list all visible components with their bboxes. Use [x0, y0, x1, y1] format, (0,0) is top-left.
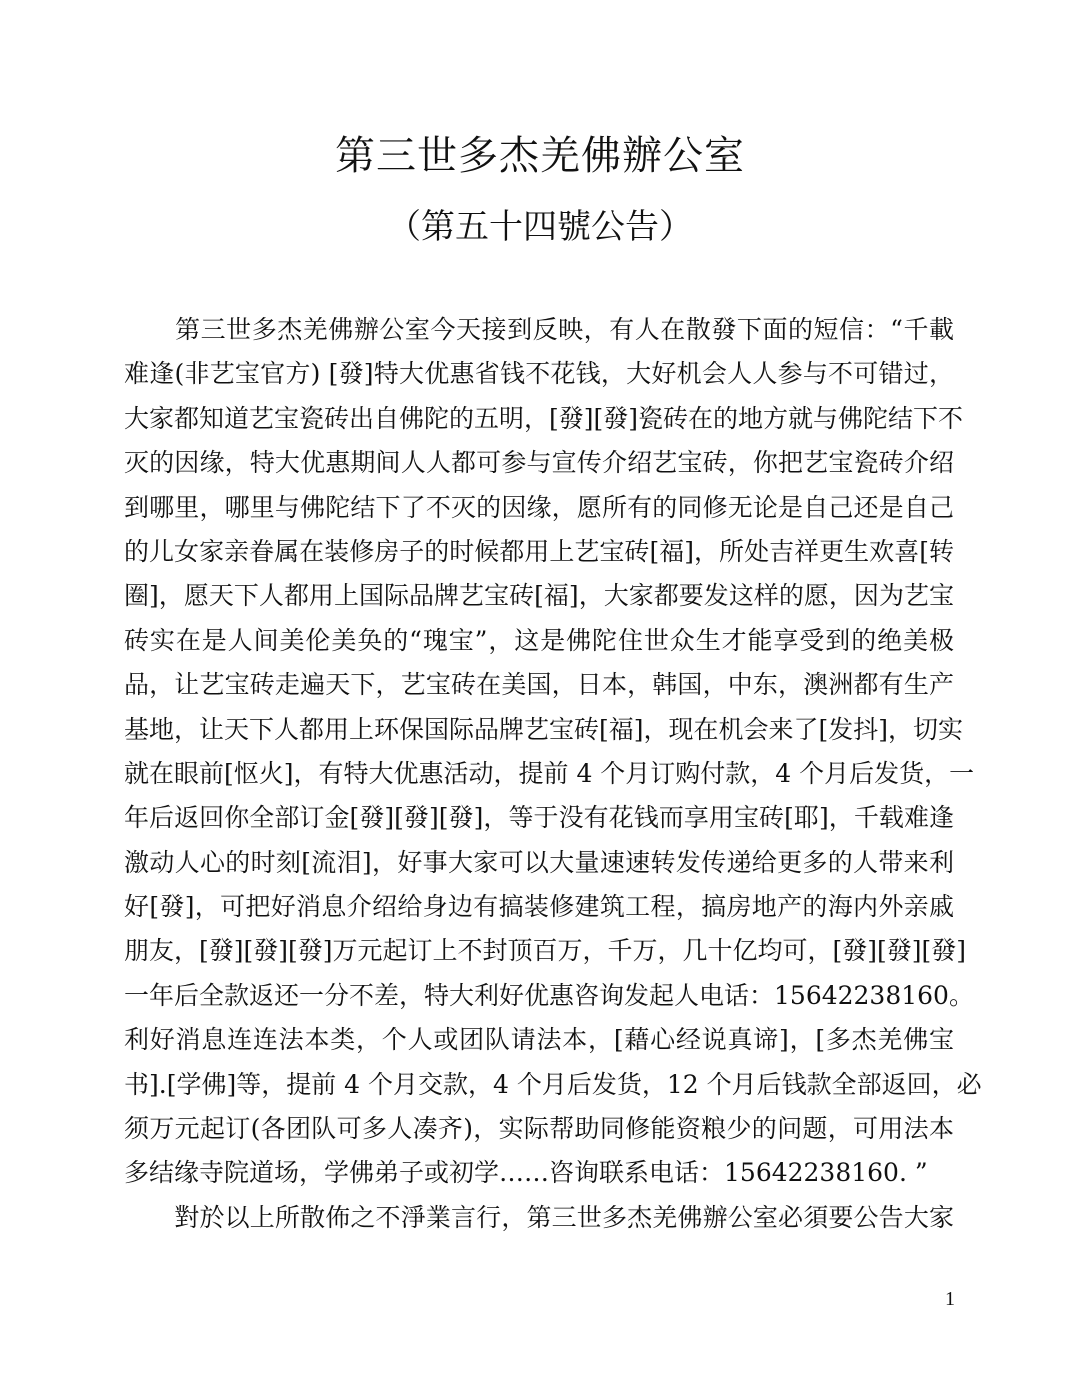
- body-line: 须万元起订(各团队可多人凑齐)，实际帮助同修能资粮少的问题，可用法本: [124, 1114, 954, 1144]
- body-line: 第三世多杰羌佛辦公室今天接到反映，有人在散發下面的短信：“千載: [124, 315, 954, 344]
- body-line: 的儿女家亲眷属在装修房子的时候都用上艺宝砖[福]，所处吉祥更生欢喜[转: [124, 536, 954, 566]
- body-line: 好[發]，可把好消息介绍给身边有搞装修建筑工程，搞房地产的海内外亲戚: [124, 892, 954, 922]
- page-number: 1: [945, 1288, 955, 1310]
- body-line: 基地，让天下人都用上环保国际品牌艺宝砖[福]，现在机会来了[发抖]，切实: [124, 714, 964, 744]
- document-subtitle: （第五十四號公告）: [387, 207, 693, 247]
- body-line: 一年后全款返还一分不差，特大利好优惠咨询发起人电话：15642238160。: [124, 980, 974, 1010]
- body-line: 书].[学佛]等，提前 4 个月交款，4 个月后发货，12 个月后钱款全部返回，必: [124, 1069, 982, 1099]
- body-line: 大家都知道艺宝瓷砖出自佛陀的五明，[發][發]瓷砖在的地方就与佛陀结下不: [124, 403, 964, 433]
- body-line: 年后返回你全部订金[發][發][發]，等于没有花钱而享用宝砖[耶]，千载难逢: [124, 803, 954, 833]
- body-line: 利好消息连连法本类，个人或团队请法本，[藉心经说真谛]，[多杰羌佛宝: [124, 1025, 954, 1055]
- body-line: 激动人心的时刻[流泪]，好事大家可以大量速速转发传递给更多的人带来利: [124, 847, 954, 877]
- body-line: 朋友，[發][發][發]万元起订上不封顶百万，千万，几十亿均可，[發][發][發]: [124, 936, 967, 966]
- body-line: 品，让艺宝砖走遍天下，艺宝砖在美国，日本，韩国，中东，澳洲都有生产: [124, 670, 954, 700]
- body-line: 圈]，愿天下人都用上国际品牌艺宝砖[福]，大家都要发这样的愿，因为艺宝: [124, 581, 954, 611]
- body-line: 對於以上所散佈之不淨業言行，第三世多杰羌佛辦公室必須要公告大家: [124, 1202, 954, 1232]
- body-line: 多结缘寺院道场，学佛弟子或初学……咨询联系电话：15642238160. ”: [124, 1158, 928, 1188]
- document-title: 第三世多杰羌佛辦公室: [335, 133, 745, 179]
- document-body: [124, 308, 982, 1240]
- body-line: 到哪里，哪里与佛陀结下了不灭的因缘，愿所有的同修无论是自己还是自己: [124, 492, 954, 522]
- body-line: 砖实在是人间美伦美奂的“瑰宝”，这是佛陀住世众生才能享受到的绝美极: [124, 625, 954, 655]
- body-line: 灭的因缘，特大优惠期间人人都可参与宣传介绍艺宝砖，你把艺宝瓷砖介绍: [124, 448, 954, 478]
- body-line: 难逢(非艺宝官方) [發]特大优惠省钱不花钱，大好机会人人参与不可错过，: [124, 359, 954, 389]
- body-line: 就在眼前[怄火]，有特大优惠活动，提前 4 个月订购付款，4 个月后发货，一: [124, 758, 975, 788]
